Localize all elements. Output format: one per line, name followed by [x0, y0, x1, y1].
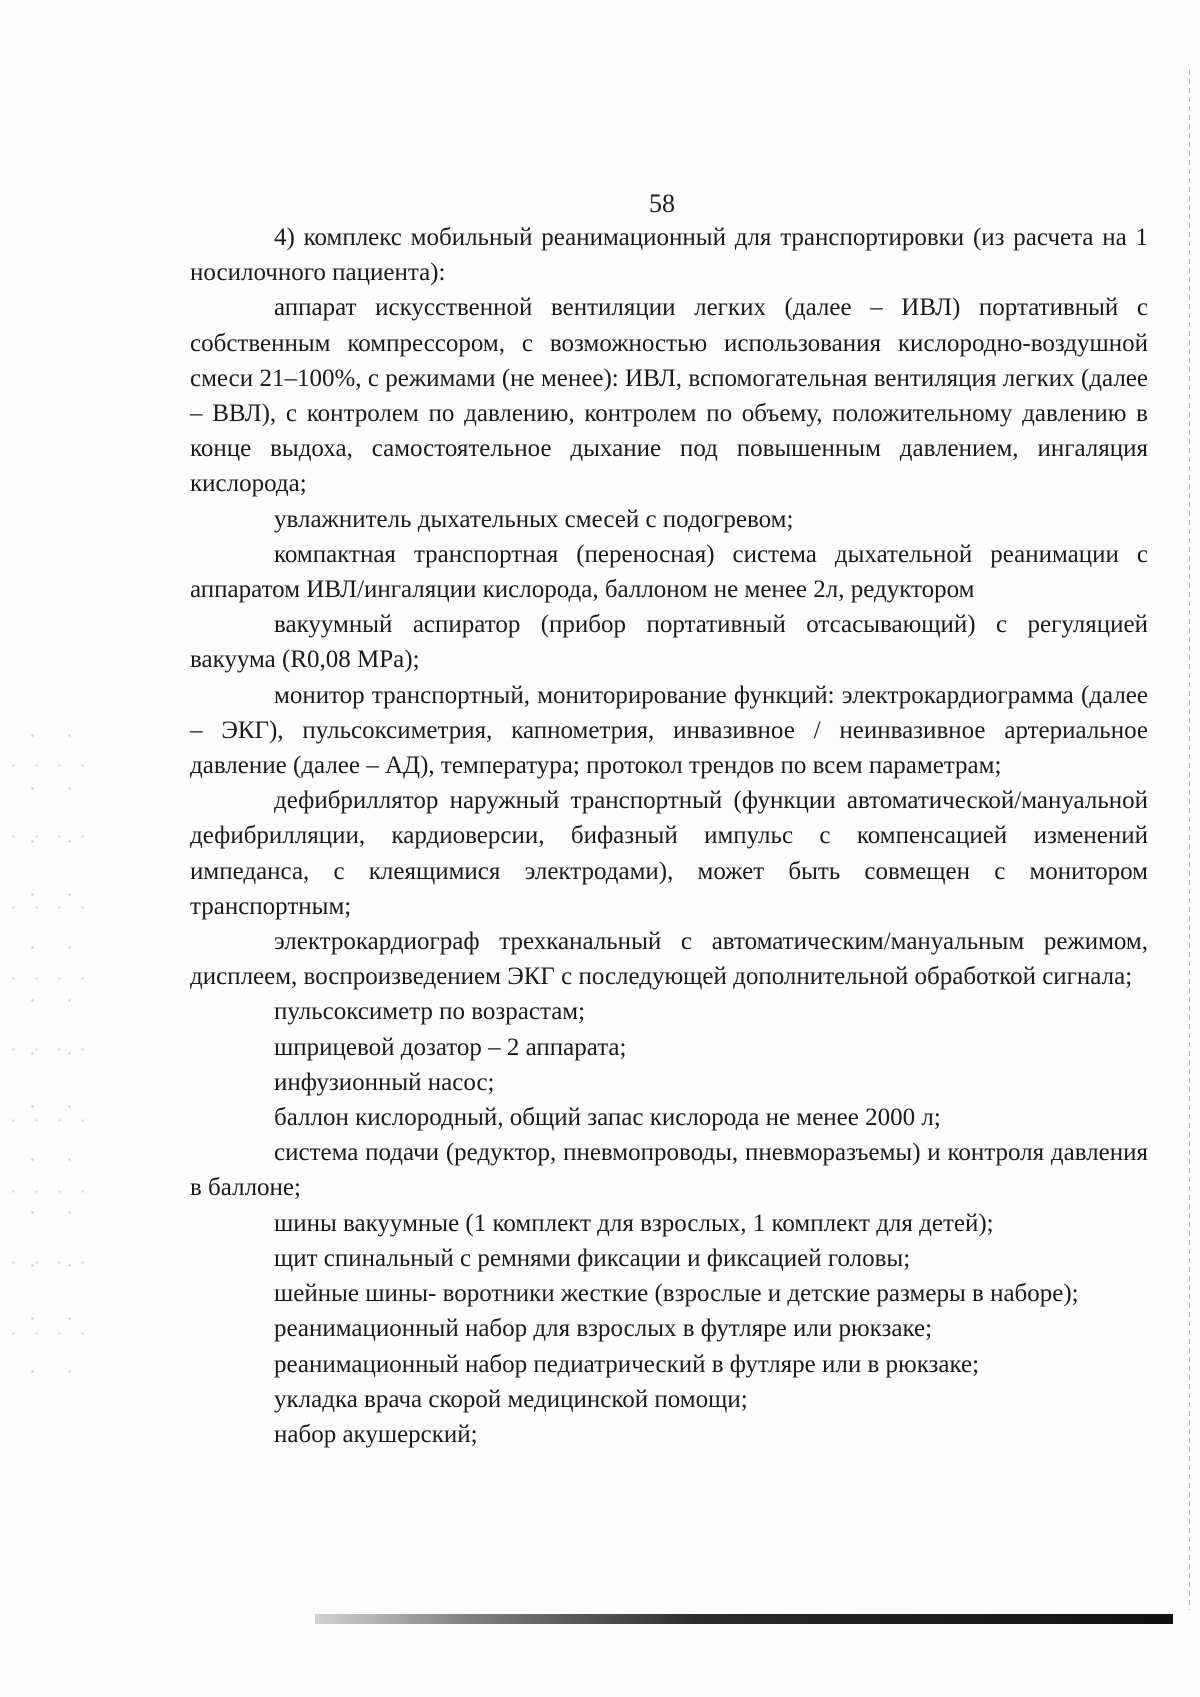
paragraph-aspirator: вакуумный аспиратор (прибор портативный отсасывающий) с регуляцией вакуума (R0,08 MPa);: [190, 611, 1148, 674]
paragraph-complex-title: 4) комплекс мобильный реанимационный для транспортировки (из расчета на 1 носилочного пациента):: [190, 224, 1148, 287]
paragraph-doctor-kit: укладка врача скорой медицинской помощи;: [274, 1385, 748, 1413]
paragraph-ventilator: аппарат искусственной вентиляции легких (далее – ИВЛ) портативный с собственным компрессором, с возможностью использования кислородно-воздушной смеси 21–100%, с режимами (не менее): ИВЛ, вспомогательная вентиляция легких (далее – ВВЛ), с контролем по давлению, контролем по объему, положительному давлению в конце выдоха, самостоятельное дыхание под повышенным давлением, ингаляция кислорода;: [190, 294, 1148, 498]
paragraph-spinal-board: щит спинальный с ремнями фиксации и фиксацией головы;: [274, 1244, 911, 1272]
paragraph-pediatric-resuscitation-kit: реанимационный набор педиатрический в футляре или в рюкзаке;: [274, 1350, 980, 1378]
paragraph-oxygen-cylinder: баллон кислородный, общий запас кислорода не менее 2000 л;: [274, 1104, 941, 1132]
paragraph-supply-system: система подачи (редуктор, пневмопроводы, пневморазъемы) и контроля давления в баллоне;: [190, 1139, 1148, 1202]
document-body: [190, 220, 1148, 1452]
paragraph-vacuum-splints: шины вакуумные (1 комплект для взрослых, 1 комплект для детей);: [274, 1209, 994, 1237]
paragraph-pulse-oximeter: пульсоксиметр по возрастам;: [274, 998, 586, 1026]
paragraph-syringe-pump: шприцевой дозатор – 2 аппарата;: [274, 1033, 627, 1061]
scan-noise: [10, 700, 90, 1400]
bottom-rule: [315, 1614, 1173, 1624]
paragraph-electrocardiograph: электрокардиограф трехканальный с автоматическим/мануальным режимом, дисплеем, воспроизведением ЭКГ с последующей дополнительной обработкой сигнала;: [190, 928, 1148, 991]
paragraph-infusion-pump: инфузионный насос;: [274, 1068, 495, 1096]
page-number: 58: [649, 189, 675, 218]
paragraph-humidifier: увлажнитель дыхательных смесей с подогревом;: [274, 505, 794, 533]
paragraph-obstetric-kit: набор акушерский;: [274, 1420, 478, 1448]
paragraph-neck-collars: шейные шины- воротники жесткие (взрослые и детские размеры в наборе);: [274, 1280, 1079, 1308]
paragraph-transport-system: компактная транспортная (переносная) система дыхательной реанимации с аппаратом ИВЛ/ингаляции кислорода, баллоном не менее 2л, редуктором: [190, 540, 1148, 604]
paragraph-monitor: монитор транспортный, мониторирование функций: электрокардиограмма (далее – ЭКГ), пульсоксиметрия, капнометрия, инвазивное / неинвазивное артериальное давление (далее – АД), температура; протокол трендов по всем параметрам;: [190, 681, 1148, 780]
paragraph-adult-resuscitation-kit: реанимационный набор для взрослых в футляре или рюкзаке;: [274, 1315, 933, 1343]
paragraph-defibrillator: дефибриллятор наружный транспортный (функции автоматической/мануальной дефибрилляции, кардиоверсии, бифазный импульс с компенсацией изменений импеданса, с клеящимися электродами), может быть совмещен с монитором транспортным;: [190, 787, 1148, 920]
scan-edge-line: [1189, 70, 1190, 1610]
